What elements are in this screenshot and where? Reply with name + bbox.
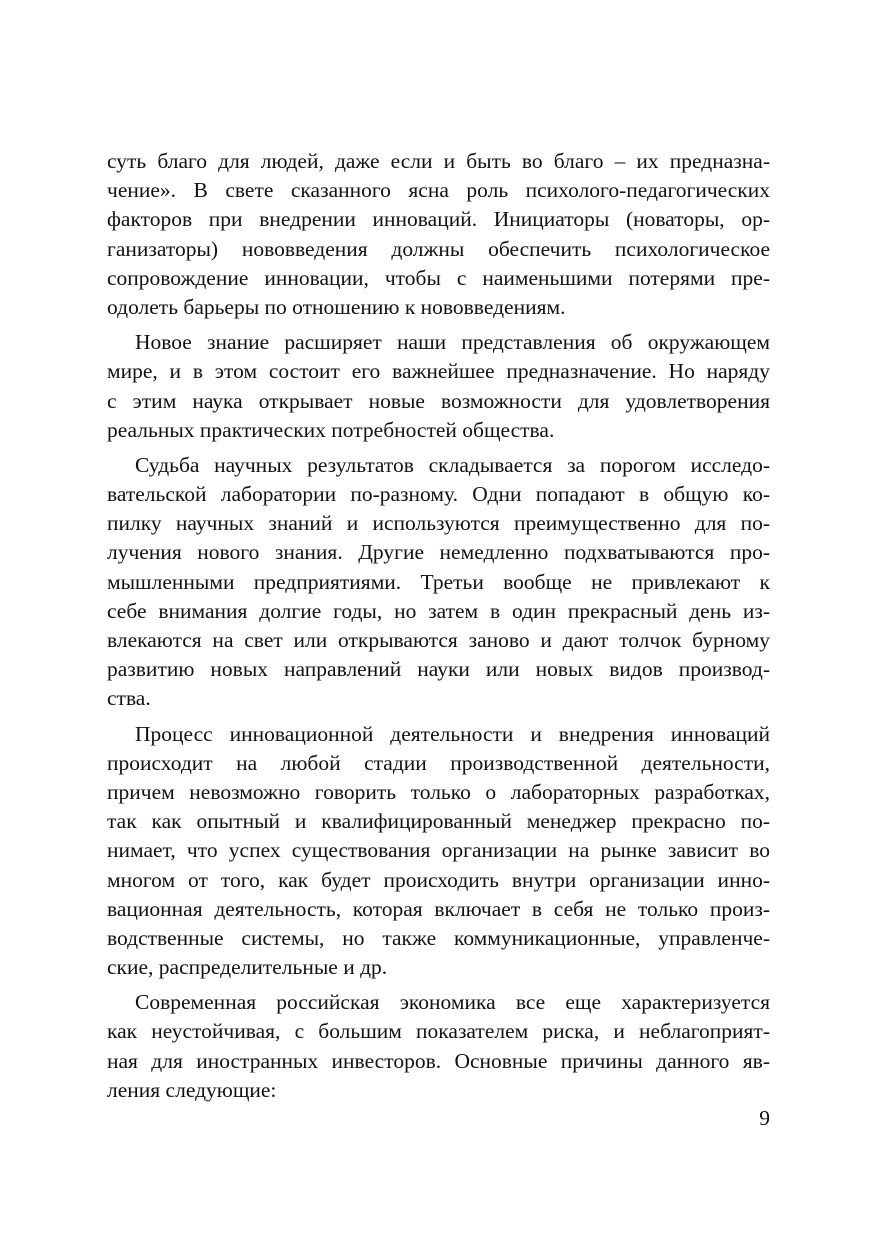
text-line: ские, распределительные и др. — [107, 955, 388, 980]
text-line: развитию новых направлений науки или новых видов производ- — [107, 657, 770, 682]
text-line: причем невозможно говорить только о лабораторных разработках, — [107, 779, 770, 804]
text-line: сопровождение инновации, чтобы с наименьшими потерями пре- — [107, 265, 770, 290]
paragraph-5 — [107, 988, 770, 1105]
text-line: водственные системы, но также коммуникационные, управленче- — [107, 925, 770, 950]
paragraph-3 — [107, 451, 770, 714]
text-line: мышленными предприятиями. Третьи вообще не привлекают к — [107, 569, 770, 594]
text-line: Современная российская экономика все еще характеризуется — [135, 990, 770, 1015]
text-line: происходит на любой стадии производственной деятельности, — [107, 750, 770, 775]
text-line: факторов при внедрении инноваций. Инициаторы (новаторы, ор- — [107, 207, 770, 232]
text-line: пилку научных знаний и используются преимущественно для по- — [107, 511, 770, 536]
text-line: ления следующие: — [107, 1077, 277, 1102]
paragraph-4 — [107, 720, 770, 983]
text-line: себе внимания долгие годы, но затем в один прекрасный день из- — [107, 598, 770, 623]
text-line: так как опытный и квалифицированный менеджер прекрасно по- — [107, 809, 770, 834]
text-line: реальных практических потребностей общества. — [107, 417, 555, 442]
text-line: лучения нового знания. Другие немедленно подхватываются про- — [107, 540, 770, 565]
text-line: ства. — [107, 686, 151, 711]
text-line: как неустойчивая, с большим показателем риска, и неблагоприят- — [107, 1019, 770, 1044]
text-line: Процесс инновационной деятельности и внедрения инноваций — [135, 721, 770, 746]
paragraph-2 — [107, 328, 770, 445]
text-line: нимает, что успех существования организации на рынке зависит во — [107, 838, 770, 863]
text-line: чение». В свете сказанного ясна роль психолого-педагогических — [107, 178, 770, 203]
paragraph-1 — [107, 147, 770, 322]
text-line: влекаются на свет или открываются заново и дают толчок бурному — [107, 628, 770, 652]
text-line: ная для иностранных инвесторов. Основные причины данного яв- — [107, 1048, 770, 1073]
text-line: Судьба научных результатов складывается за порогом исследо- — [135, 452, 770, 477]
text-line: одолеть барьеры по отношению к нововведениям. — [107, 294, 566, 319]
text-line: суть благо для людей, даже если и быть во благо – их предназна- — [107, 149, 770, 173]
text-line: мире, и в этом состоит его важнейшее предназначение. Но наряду — [107, 359, 770, 384]
text-line: вательской лаборатории по-разному. Одни попадают в общую ко- — [107, 482, 770, 507]
body-text — [107, 147, 770, 1105]
text-line: с этим наука открывает новые возможности для удовлетворения — [107, 388, 770, 413]
text-line: ганизаторы) нововведения должны обеспечить психологическое — [107, 236, 770, 261]
text-line: многом от того, как будет происходить внутри организации инно- — [107, 867, 770, 892]
text-line: вационная деятельность, которая включает в себя не только произ- — [107, 896, 770, 921]
page-number: 9 — [759, 1106, 770, 1130]
text-line: Новое знание расширяет наши представления об окружающем — [135, 330, 770, 355]
